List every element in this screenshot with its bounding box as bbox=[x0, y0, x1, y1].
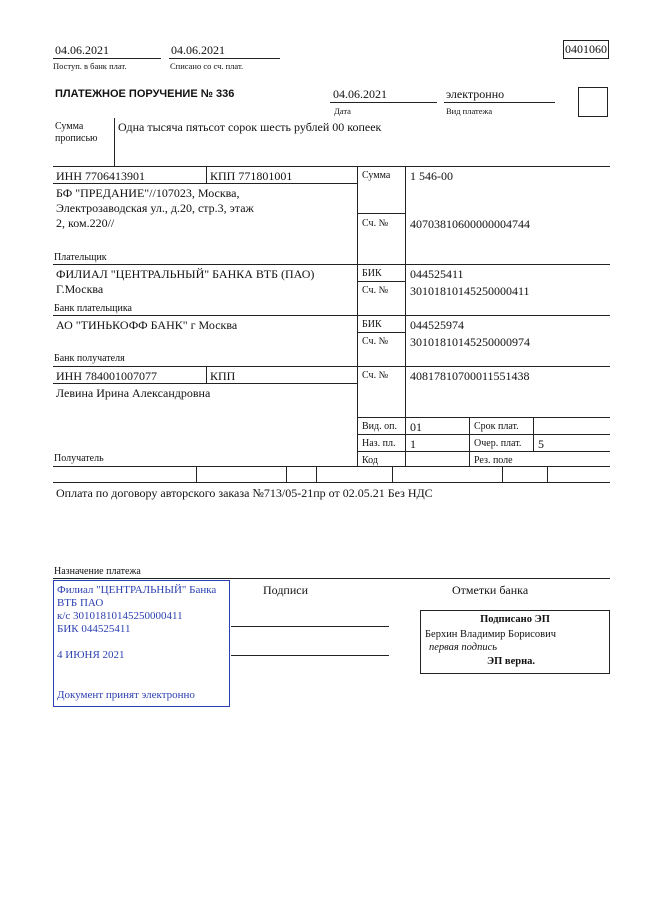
document-date: 04.06.2021 bbox=[333, 87, 387, 101]
payer-kpp: КПП 771801001 bbox=[210, 169, 293, 183]
stamp-line-5: 4 ИЮНЯ 2021 bbox=[57, 649, 125, 661]
empty-code-box bbox=[578, 87, 608, 117]
grid-line bbox=[405, 166, 406, 466]
amount-words-label-1: Сумма bbox=[55, 121, 84, 132]
grid-line bbox=[196, 466, 197, 482]
received-date-line bbox=[53, 58, 161, 59]
payee-bank-label: Банк получателя bbox=[54, 353, 125, 364]
payer-bank-name-line1: ФИЛИАЛ "ЦЕНТРАЛЬНЫЙ" БАНКА ВТБ (ПАО) bbox=[56, 267, 315, 281]
payee-account-label: Сч. № bbox=[362, 370, 389, 381]
payer-name-line1: БФ "ПРЕДАНИЕ"//107023, Москва, bbox=[56, 186, 240, 200]
payee-bank-bik: 044525974 bbox=[410, 318, 464, 332]
grid-line bbox=[286, 466, 287, 482]
payer-bank-account-label: Сч. № bbox=[362, 285, 389, 296]
received-date: 04.06.2021 bbox=[55, 43, 109, 57]
vid-op-value: 01 bbox=[410, 420, 422, 434]
stamp-line-4: БИК 044525411 bbox=[57, 623, 131, 635]
bank-stamp bbox=[53, 580, 230, 707]
payer-bank-bik: 044525411 bbox=[410, 267, 464, 281]
payer-account: 40703810600000004744 bbox=[410, 217, 530, 231]
e-signature-box bbox=[420, 610, 610, 674]
payment-type: электронно bbox=[446, 87, 505, 101]
naz-pl-value: 1 bbox=[410, 437, 416, 451]
grid-line bbox=[53, 264, 610, 265]
grid-line bbox=[357, 434, 610, 435]
grid-line bbox=[357, 281, 405, 282]
stamp-line-3: к/с 30101810145250000411 bbox=[57, 610, 183, 622]
grid-line bbox=[392, 466, 393, 482]
grid-line bbox=[206, 166, 207, 183]
grid-line bbox=[316, 466, 317, 482]
signatures-label: Подписи bbox=[263, 583, 309, 597]
payee-bank-name: АО "ТИНЬКОФФ БАНК" г Москва bbox=[56, 318, 238, 332]
vid-op-label: Вид. оп. bbox=[362, 421, 397, 432]
amount-label: Сумма bbox=[362, 170, 391, 181]
e-signature-signer: Берхин Владимир Борисович bbox=[425, 629, 556, 640]
grid-line bbox=[53, 166, 610, 167]
debited-date-line bbox=[169, 58, 280, 59]
e-signature-title: Подписано ЭП bbox=[480, 614, 550, 625]
grid-line bbox=[502, 466, 503, 482]
stamp-line-6: Документ принят электронно bbox=[57, 689, 195, 701]
e-signature-first: первая подпись bbox=[429, 642, 498, 653]
signature-line-1 bbox=[231, 626, 389, 627]
ocher-label: Очер. плат. bbox=[474, 438, 522, 449]
payer-inn: ИНН 7706413901 bbox=[56, 169, 145, 183]
amount-words-value: Одна тысяча пятьсот сорок шесть рублей 00 копеек bbox=[118, 120, 382, 134]
purpose-text: Оплата по договору авторского заказа №713/05-21пр от 02.05.21 Без НДС bbox=[56, 486, 433, 500]
stamp-line-2: ВТБ ПАО bbox=[57, 597, 104, 609]
grid-line bbox=[533, 417, 534, 451]
grid-line bbox=[357, 166, 358, 466]
grid-line bbox=[206, 366, 207, 383]
document-date-line bbox=[330, 102, 437, 103]
grid-line bbox=[547, 466, 548, 482]
grid-line bbox=[53, 466, 610, 467]
payee-name: Левина Ирина Александровна bbox=[56, 386, 211, 400]
grid-line bbox=[53, 366, 610, 367]
debited-date: 04.06.2021 bbox=[171, 43, 225, 57]
grid-line bbox=[469, 417, 470, 466]
ocher-value: 5 bbox=[538, 437, 544, 451]
grid-line bbox=[357, 417, 610, 418]
purpose-label: Назначение платежа bbox=[54, 566, 141, 577]
payee-kpp: КПП bbox=[210, 369, 236, 383]
amount-words-label-2: прописью bbox=[55, 133, 98, 144]
grid-line bbox=[53, 482, 610, 483]
e-signature-verified: ЭП верна. bbox=[487, 656, 536, 667]
payer-bank-name-line2: Г.Москва bbox=[56, 282, 104, 296]
payer-account-label: Сч. № bbox=[362, 218, 389, 229]
naz-pl-label: Наз. пл. bbox=[362, 438, 396, 449]
signature-line-2 bbox=[231, 655, 389, 656]
debited-label: Списано со сч. плат. bbox=[170, 61, 244, 71]
srok-label: Срок плат. bbox=[474, 421, 519, 432]
received-label: Поступ. в банк плат. bbox=[53, 61, 127, 71]
kod-label: Код bbox=[362, 455, 378, 466]
payee-account: 40817810700011551438 bbox=[410, 369, 530, 383]
grid-line bbox=[357, 332, 405, 333]
payer-bank-account: 30101810145250000411 bbox=[410, 284, 530, 298]
bank-marks-label: Отметки банка bbox=[452, 583, 529, 597]
payee-inn: ИНН 784001007077 bbox=[56, 369, 157, 383]
grid-line bbox=[357, 451, 610, 452]
form-code: 0401060 bbox=[563, 40, 609, 59]
payer-label: Плательщик bbox=[54, 252, 107, 263]
payee-bank-bik-label: БИК bbox=[362, 319, 382, 330]
amount-words-divider bbox=[114, 118, 115, 166]
payer-name-line2: Электрозаводская ул., д.20, стр.3, этаж bbox=[56, 201, 254, 215]
stamp-line-1: Филиал "ЦЕНТРАЛЬНЫЙ" Банка bbox=[57, 584, 217, 596]
payment-type-label: Вид платежа bbox=[446, 106, 493, 116]
rez-label: Рез. поле bbox=[474, 455, 513, 466]
payee-bank-account-label: Сч. № bbox=[362, 336, 389, 347]
document-date-label: Дата bbox=[334, 106, 351, 116]
grid-line bbox=[357, 213, 405, 214]
grid-line bbox=[53, 315, 610, 316]
payee-label: Получатель bbox=[54, 453, 104, 464]
payer-name-line3: 2, ком.220// bbox=[56, 216, 115, 230]
purpose-bottom-line bbox=[53, 578, 610, 579]
payment-type-line bbox=[444, 102, 555, 103]
document-title: ПЛАТЕЖНОЕ ПОРУЧЕНИЕ № 336 bbox=[55, 88, 235, 100]
payer-bank-bik-label: БИК bbox=[362, 268, 382, 279]
payer-bank-label: Банк плательщика bbox=[54, 303, 132, 314]
amount-value: 1 546-00 bbox=[410, 169, 453, 183]
payee-bank-account: 30101810145250000974 bbox=[410, 335, 530, 349]
